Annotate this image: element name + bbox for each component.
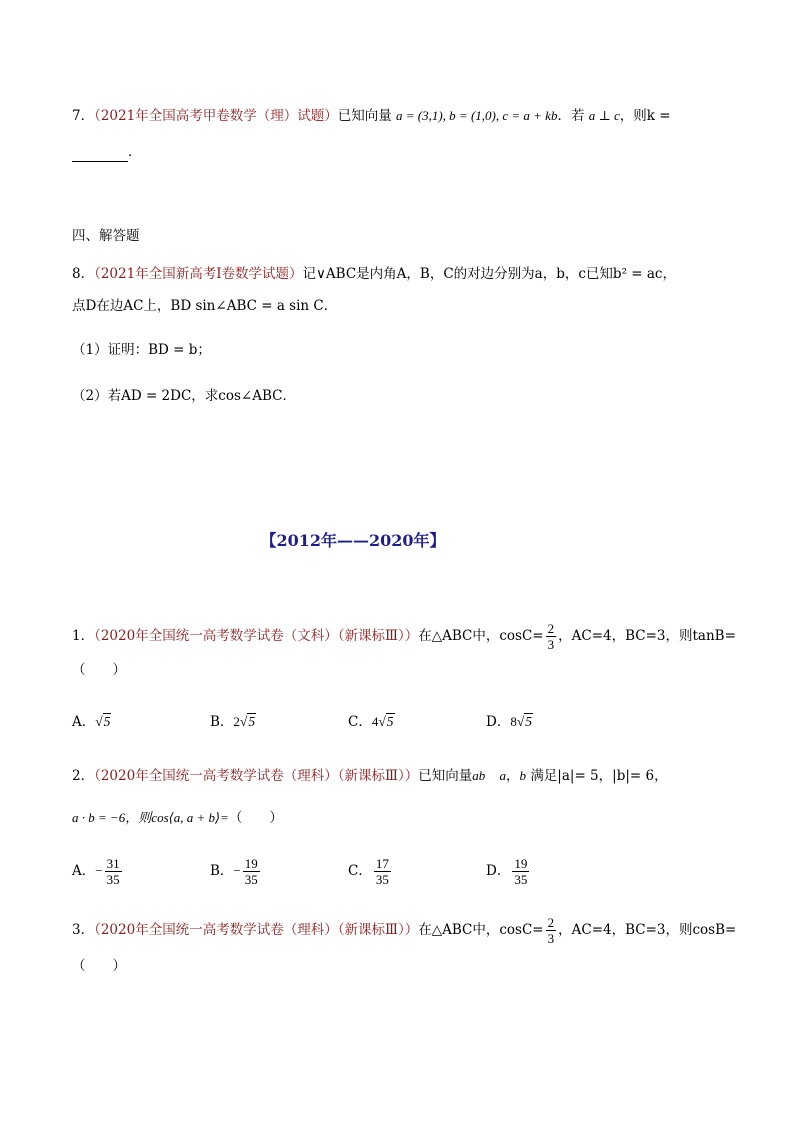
period: ． <box>128 144 142 160</box>
question-2: 2．（2020年全国统一高考数学试卷（理科）（新课标Ⅲ））已知向量ab a，b 满足|a|= 5，|b|= 6， <box>72 768 668 784</box>
fraction: $\frac{19}{35}$ <box>514 856 528 887</box>
question-text: ，AC=4，BC=3，则cosB= <box>558 922 737 938</box>
option-d[interactable]: D．8√5 <box>486 714 532 730</box>
question-text: 满足|a|= 5，|b|= 6， <box>530 768 668 784</box>
section-title: 四、解答题 <box>72 228 140 244</box>
question-number: 8． <box>72 266 95 282</box>
question-text: 已知向量 <box>418 768 473 784</box>
sqrt-expression: √5 <box>516 714 532 729</box>
vector-b: b <box>519 768 527 783</box>
question-text: ．若 <box>557 108 585 124</box>
question-8-line-2: 点D在边AC上，BD sin∠ABC = a sin C． <box>72 298 338 314</box>
answer-blank-line <box>72 142 142 162</box>
question-7 <box>72 106 671 126</box>
fraction: $\frac{17}{35}$ <box>375 856 389 887</box>
answer-parentheses: （ ） <box>72 662 126 678</box>
question-3 <box>72 912 736 948</box>
option-d[interactable]: D． $\frac{19}{35}$ <box>486 856 528 887</box>
question-8 <box>72 264 676 284</box>
fraction: $\frac{2}{3}$ <box>547 915 555 946</box>
question-source: （2020年全国统一高考数学试卷（理科）（新课标Ⅲ）） <box>94 768 419 784</box>
sqrt-expression: √5 <box>239 714 256 729</box>
question-number: 2． <box>72 768 95 784</box>
answer-parentheses: （ ） <box>228 810 283 826</box>
question-8-part-2: （2）若AD = 2DC，求cos∠ABC． <box>72 388 296 404</box>
option-b[interactable]: B．− $\frac{19}{35}$ <box>210 856 258 887</box>
question-text: 已知向量 <box>337 108 392 124</box>
option-c[interactable]: C．4√5 <box>348 714 394 730</box>
fraction: $\frac{2}{3}$ <box>547 621 555 652</box>
vector-label: ab <box>472 768 486 783</box>
question-text: 在△ABC中，cosC= <box>418 628 544 644</box>
question-text: ，则k = <box>619 108 671 124</box>
perpendicular-expression: a ⊥ c <box>588 108 620 123</box>
option-a[interactable]: A．− $\frac{31}{35}$ <box>72 856 120 887</box>
question-number: 7． <box>72 108 95 124</box>
option-a[interactable]: A．√5 <box>72 714 111 730</box>
cosine-expression: cos⟨a, a + b⟩= <box>151 810 229 825</box>
vector-a: a <box>499 768 507 783</box>
sqrt-expression: √5 <box>378 714 394 729</box>
question-text: 记∨ABC是内角A，B，C的对边分别为a，b，c已知b² = ac， <box>302 266 676 282</box>
question-source: （2020年全国统一高考数学试卷（理科）（新课标Ⅲ）） <box>94 922 419 938</box>
option-b[interactable]: B．2√5 <box>210 714 256 730</box>
fraction: $\frac{31}{35}$ <box>106 856 120 887</box>
question-source: （2021年全国新高考I卷数学试题） <box>94 266 303 282</box>
question-8-part-1: （1）证明：BD = b； <box>72 342 211 358</box>
vector-expression: a = (3,1), b = (1,0), c = a + kb <box>396 108 558 123</box>
question-1 <box>72 618 736 654</box>
question-text: ，AC=4，BC=3，则tanB= <box>558 628 736 644</box>
question-2-line-2 <box>72 808 283 828</box>
question-number: 3． <box>72 922 95 938</box>
question-number: 1． <box>72 628 95 644</box>
question-source: （2021年全国高考甲卷数学（理）试题） <box>94 108 338 124</box>
sqrt-expression: √5 <box>95 714 111 729</box>
question-source: （2020年全国统一高考数学试卷（文科）（新课标Ⅲ）） <box>94 628 419 644</box>
fraction: $\frac{19}{35}$ <box>244 856 258 887</box>
section-heading: 【2012年——2020年】 <box>260 531 446 550</box>
dot-product-expression: a · b = −6，则 <box>72 810 152 825</box>
question-text: 在△ABC中，cosC= <box>418 922 544 938</box>
answer-parentheses: （ ） <box>72 958 126 974</box>
option-c[interactable]: C． $\frac{17}{35}$ <box>348 856 389 887</box>
answer-blank[interactable] <box>72 147 128 162</box>
